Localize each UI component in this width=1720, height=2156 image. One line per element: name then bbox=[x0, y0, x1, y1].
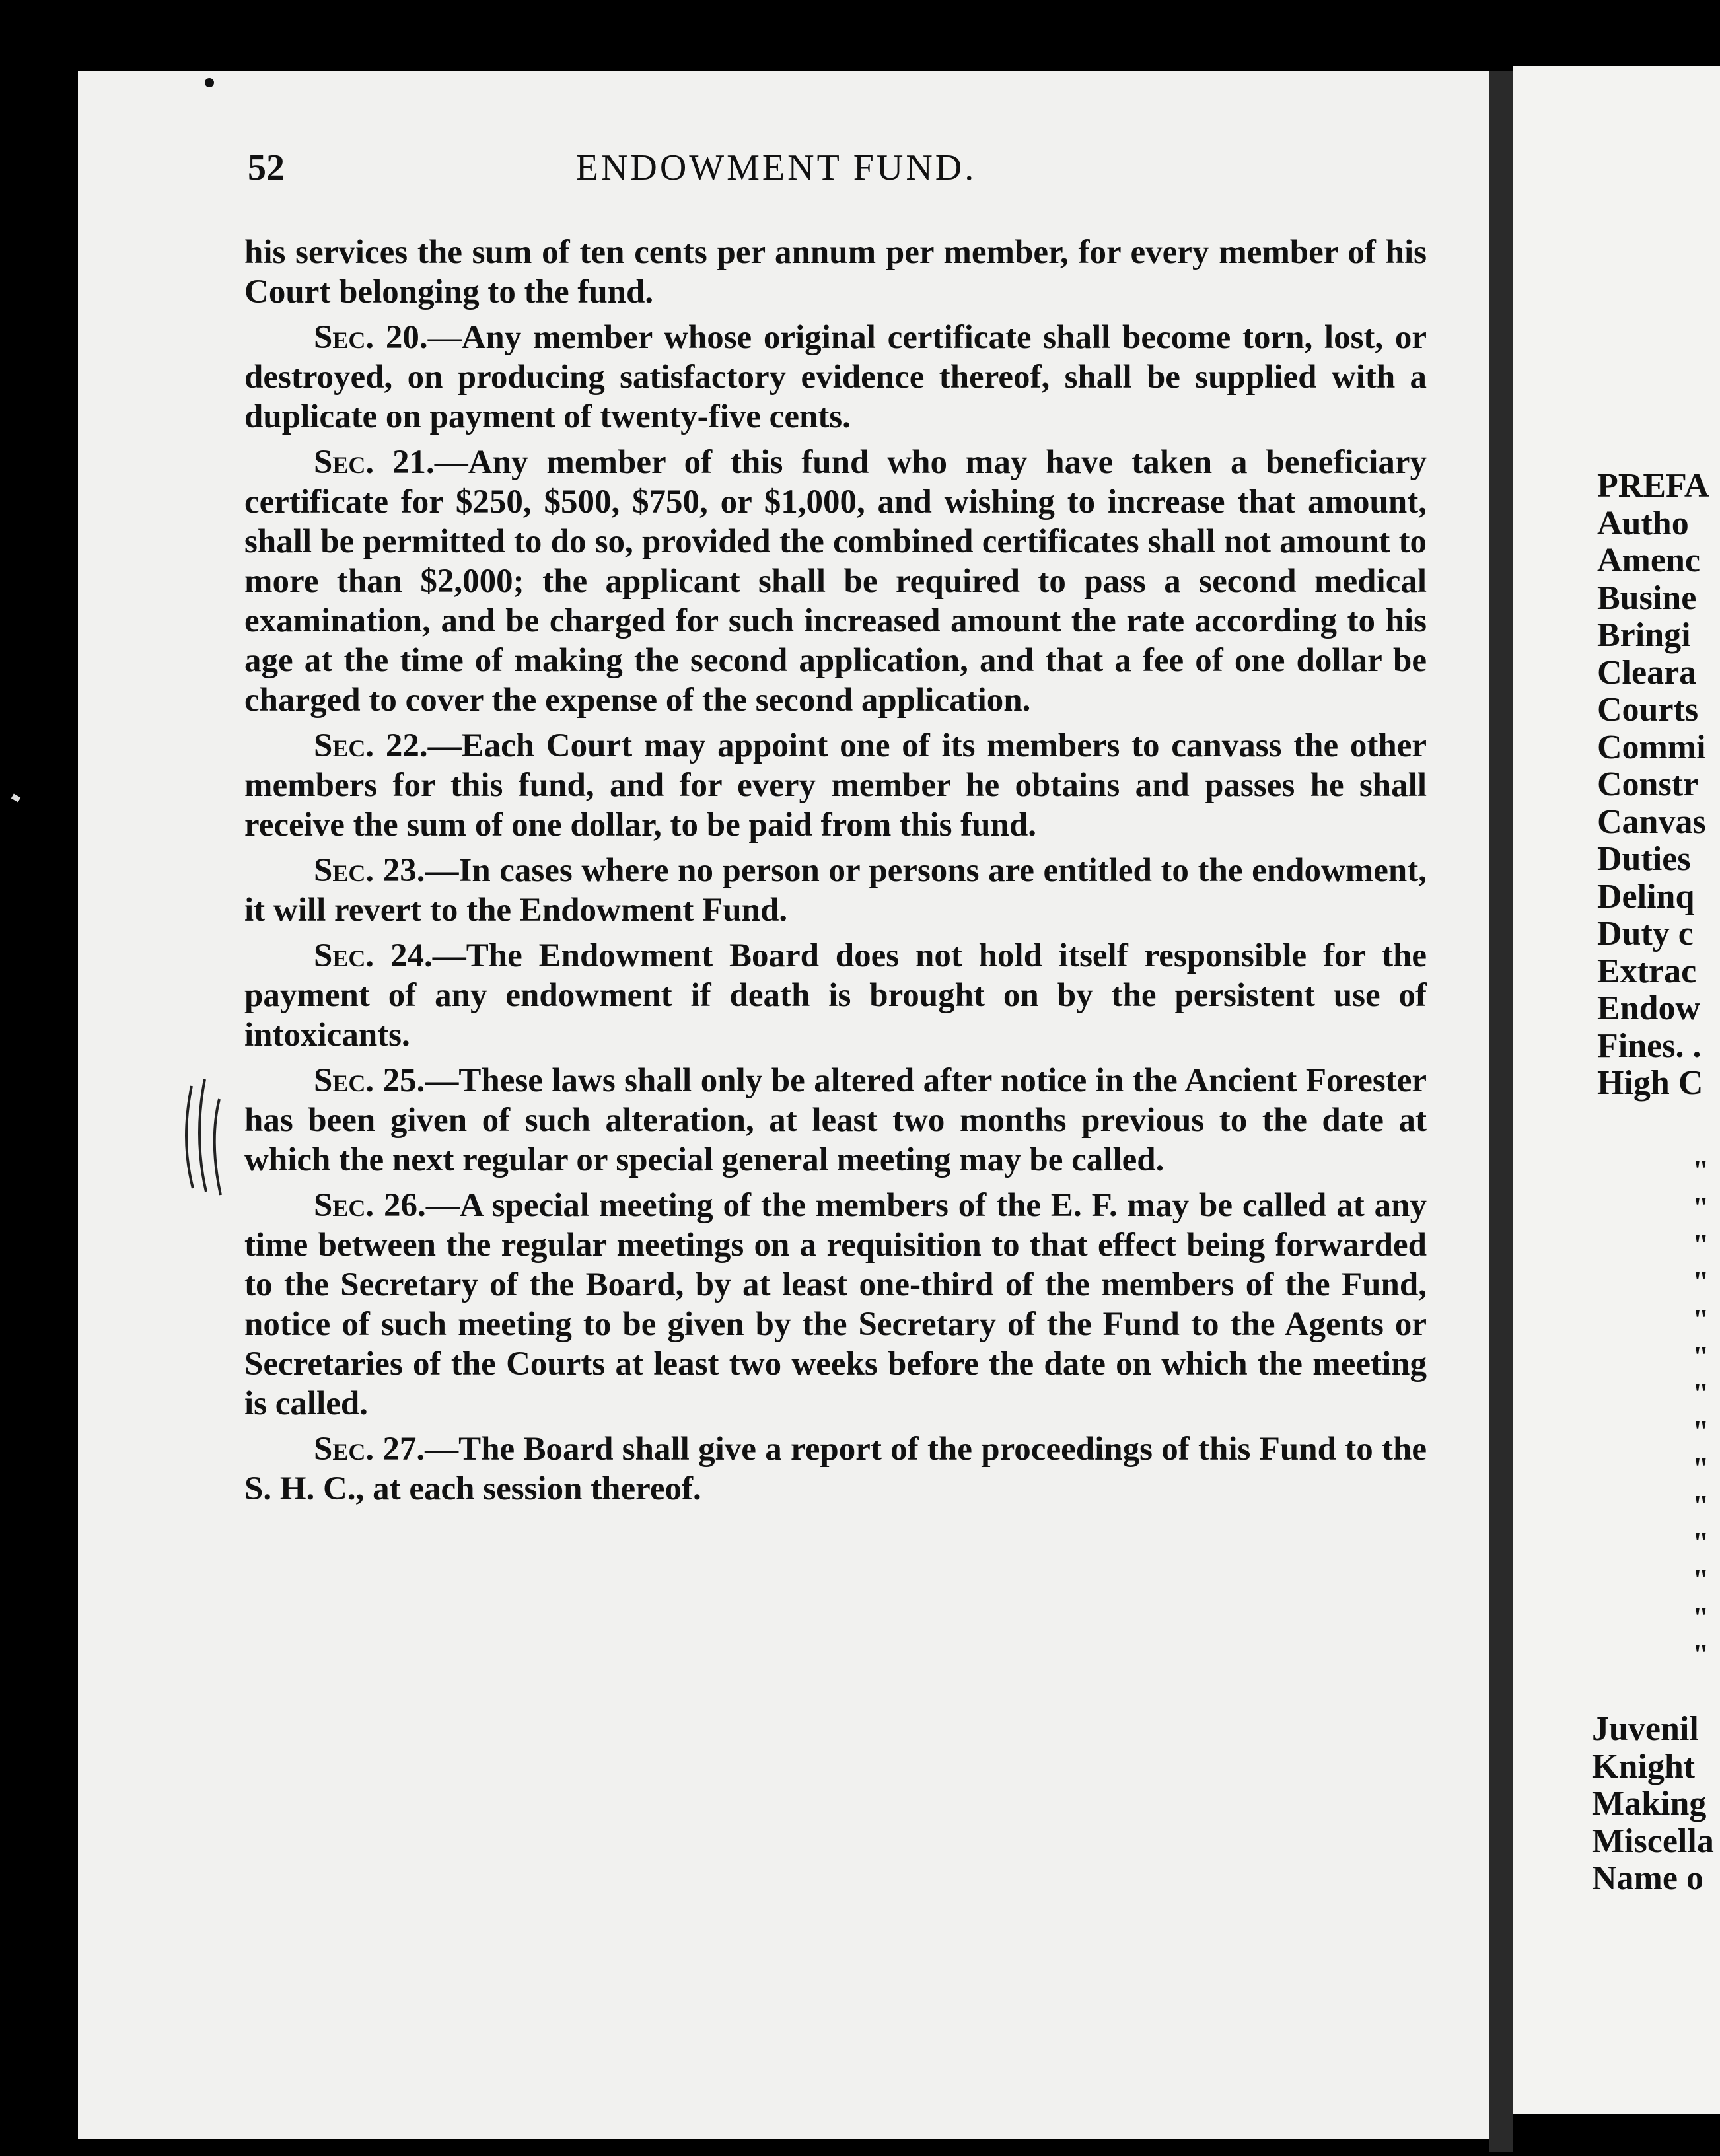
index-entry: Endow bbox=[1597, 989, 1701, 1027]
ditto-mark: " bbox=[1692, 1302, 1709, 1336]
page-header bbox=[248, 147, 1423, 199]
facing-index-top bbox=[1597, 468, 1709, 1102]
ditto-mark: " bbox=[1692, 1563, 1709, 1597]
section-label: Sec. 21. bbox=[314, 444, 435, 481]
paragraph bbox=[244, 1429, 1427, 1509]
paragraph bbox=[244, 318, 1427, 437]
ditto-mark: " bbox=[1692, 1525, 1709, 1560]
ditto-mark: " bbox=[1692, 1377, 1709, 1411]
page-number: 52 bbox=[248, 147, 285, 188]
index-entry: Name o bbox=[1592, 1859, 1703, 1897]
index-entry: Constr bbox=[1597, 766, 1699, 803]
paragraph bbox=[244, 936, 1427, 1055]
paragraph bbox=[244, 726, 1427, 845]
ditto-mark: " bbox=[1692, 1227, 1709, 1262]
scan-speck bbox=[11, 794, 20, 803]
index-entry: Bringi bbox=[1597, 616, 1691, 654]
index-entry: Miscella bbox=[1592, 1822, 1714, 1860]
index-entry: Amenc bbox=[1597, 542, 1700, 579]
facing-index-bottom bbox=[1592, 1711, 1714, 1898]
ditto-mark: " bbox=[1692, 1600, 1709, 1634]
paragraph-text: —Each Court may appoint one of its members to canvass the other members for this fund, and for every member he obtains and passes he shall receive the sum of one dollar, to be paid from this fund. bbox=[244, 727, 1427, 844]
paragraph bbox=[244, 1061, 1427, 1180]
paragraph bbox=[244, 443, 1427, 720]
ditto-mark: " bbox=[1692, 1451, 1709, 1486]
index-entry: Delinq bbox=[1597, 877, 1695, 916]
paragraph-text: —These laws shall only be altered after notice in the Ancient Forester has been given of such alteration, at least two months previous to the date at which the next regular or special general meeting may be called. bbox=[244, 1062, 1427, 1178]
index-entry: Extrac bbox=[1597, 952, 1697, 990]
index-entry: Courts bbox=[1597, 691, 1699, 729]
ditto-mark: " bbox=[1692, 1414, 1709, 1448]
index-entry: Knight bbox=[1592, 1747, 1696, 1785]
section-label: Sec. 25. bbox=[314, 1062, 425, 1099]
paragraph-text: —The Board shall give a report of the proceedings of this Fund to the S. H. C., at each session thereof. bbox=[244, 1431, 1427, 1507]
ditto-mark: " bbox=[1692, 1190, 1709, 1225]
index-entry: Canvas bbox=[1597, 803, 1706, 841]
paragraph-text: —A special meeting of the members of the E. F. may be called at any time between the regular meetings on a requisition to that effect being forwarded to the Secretary of the Board, by at least one-third of the members of the Fund, notice of such meeting to be given by the Secretary of the Fund to the Agents or Secretaries of the Courts at least two weeks before the date on which the meeting is called. bbox=[244, 1187, 1427, 1422]
running-head: ENDOWMENT FUND. bbox=[575, 147, 977, 188]
paragraph-text: his services the sum of ten cents per annum per member, for every member of his Court belonging to the fund. bbox=[244, 234, 1427, 310]
index-entry: Autho bbox=[1597, 504, 1689, 542]
paragraph bbox=[244, 233, 1427, 312]
scan-speck bbox=[205, 78, 214, 87]
paragraph bbox=[244, 851, 1427, 930]
ditto-mark: " bbox=[1692, 1339, 1709, 1373]
handwritten-margin-mark bbox=[173, 1073, 233, 1198]
index-entry: High C bbox=[1597, 1064, 1703, 1102]
ditto-mark: " bbox=[1692, 1488, 1709, 1523]
ditto-mark: " bbox=[1692, 1637, 1709, 1672]
index-entry: Duty c bbox=[1597, 915, 1694, 952]
section-label: Sec. 27. bbox=[314, 1431, 425, 1468]
index-entry: Cleara bbox=[1597, 653, 1697, 692]
index-entry: PREFA bbox=[1597, 467, 1709, 505]
index-entry: Juvenil bbox=[1592, 1710, 1699, 1748]
ditto-mark: " bbox=[1692, 1265, 1709, 1299]
section-label: Sec. 26. bbox=[314, 1187, 426, 1224]
index-entry: Making bbox=[1592, 1785, 1707, 1822]
paragraph-text: —Any member of this fund who may have taken a beneficiary certificate for $250, $500, $750, or $1,000, and wishing to increase that amount, shall be permitted to do so, provided the combined certificates shall not amount to more than $2,000; the applicant shall be required to pass a second medical examination, and be charged for such increased amount the rate according to his age at the time of making the second application, and that a fee of one dollar be charged to cover the expense of the second application. bbox=[244, 444, 1427, 719]
index-entry: Busine bbox=[1597, 579, 1697, 617]
index-entry: Duties bbox=[1597, 840, 1691, 878]
book-gutter bbox=[1489, 71, 1513, 2152]
paragraph bbox=[244, 1186, 1427, 1423]
section-label: Sec. 20. bbox=[314, 319, 428, 356]
section-label: Sec. 23. bbox=[314, 852, 425, 889]
index-entry: Fines. . bbox=[1597, 1026, 1702, 1065]
ditto-mark: " bbox=[1692, 1153, 1709, 1187]
facing-ditto-marks bbox=[1692, 1152, 1709, 1673]
paragraph-text: —In cases where no person or persons are entitled to the endowment, it will revert to the Endowment Fund. bbox=[244, 852, 1427, 929]
section-label: Sec. 24. bbox=[314, 937, 433, 974]
body-text bbox=[244, 233, 1427, 1515]
index-entry: Commi bbox=[1597, 728, 1706, 766]
paragraph-text: —Any member whose original certificate shall become torn, lost, or destroyed, on producing satisfactory evidence thereof, shall be supplied with a duplicate on payment of twenty-five cents. bbox=[244, 319, 1427, 435]
paragraph-text: —The Endowment Board does not hold itself responsible for the payment of any endowment if death is brought on by the persistent use of intoxicants. bbox=[244, 937, 1427, 1054]
section-label: Sec. 22. bbox=[314, 727, 428, 764]
